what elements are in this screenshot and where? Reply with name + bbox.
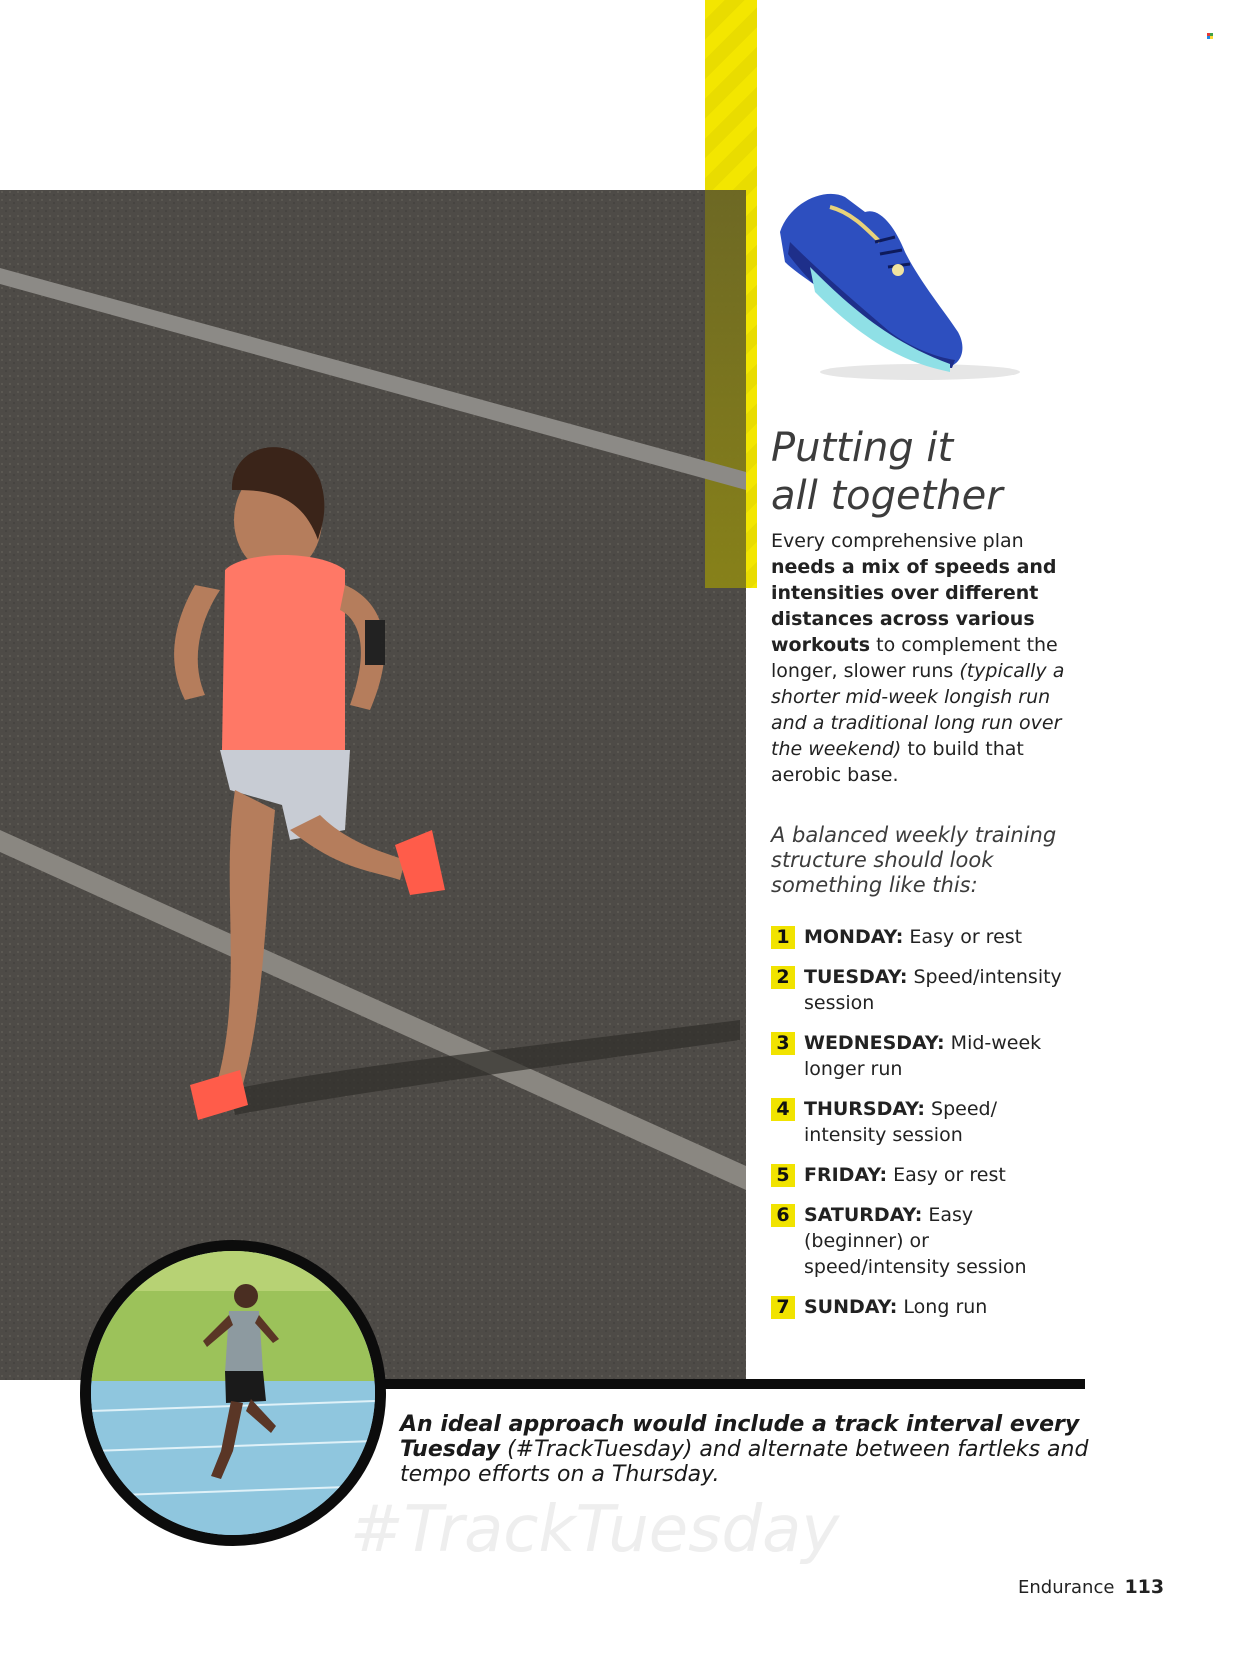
runner-photo [0, 190, 746, 1380]
track-runner-circle-photo [80, 1240, 386, 1546]
intro-text-3: to complement the longer, slower runs [771, 634, 1058, 682]
list-item [771, 1202, 1071, 1280]
day-description: Easy or rest [887, 1164, 1006, 1186]
callout-text: (#TrackTuesday) and alternate between fartleks and tempo efforts on a Thursday. [400, 1437, 1089, 1487]
callout-quote [400, 1412, 1100, 1487]
list-item [771, 924, 1071, 950]
track-runner-illustration [91, 1251, 375, 1535]
black-divider-rule [360, 1379, 1085, 1389]
intro-text-1: Every comprehensive plan [771, 530, 1024, 552]
weekly-plan-list [771, 924, 1071, 1320]
list-item [771, 964, 1071, 1016]
day-label: SUNDAY: [804, 1296, 898, 1318]
day-label: MONDAY: [804, 926, 904, 948]
page-number: 113 [1124, 1576, 1165, 1598]
day-description: Speed/ intensity session [804, 1098, 997, 1146]
day-number-badge: 2 [771, 966, 795, 989]
day-description: Easy or rest [903, 926, 1023, 948]
intro-paragraph [771, 528, 1071, 788]
page-footer [1018, 1576, 1164, 1598]
day-number-badge: 5 [771, 1164, 795, 1187]
weekly-structure-subheading: A balanced weekly training structure should look something like this: [771, 823, 1057, 897]
runner-photo-illustration [0, 190, 746, 1380]
intro-text-bold: needs a mix of speeds and intensities over different distances across various workouts [771, 556, 1057, 656]
day-number-badge: 1 [771, 926, 795, 949]
day-description: Easy (beginner) or speed/intensity session [804, 1204, 1027, 1278]
day-label: WEDNESDAY: [804, 1032, 945, 1054]
article-heading [771, 424, 1071, 520]
heading-line-1: Putting it [771, 425, 954, 471]
day-number-badge: 3 [771, 1032, 795, 1055]
section-name: Endurance [1018, 1577, 1115, 1598]
hashtag-watermark: #TrackTuesday [350, 1493, 840, 1567]
day-label: TUESDAY: [804, 966, 908, 988]
heading-line-2: all together [771, 473, 1003, 519]
list-item [771, 1294, 1071, 1320]
day-label: FRIDAY: [804, 1164, 888, 1186]
day-description: Mid-week longer run [804, 1032, 1042, 1080]
day-number-badge: 4 [771, 1098, 795, 1121]
list-item [771, 1030, 1071, 1082]
intro-text-5: to build that aerobic base. [771, 738, 1024, 786]
day-label: SATURDAY: [804, 1204, 923, 1226]
day-number-badge: 7 [771, 1296, 795, 1319]
day-label: THURSDAY: [804, 1098, 925, 1120]
list-item [771, 1162, 1071, 1188]
intro-text-italic: (typically a shorter mid-week longish run and a traditional long run over the weekend) [771, 660, 1065, 760]
corner-color-mark [1207, 33, 1213, 39]
running-shoe-image [770, 182, 1030, 392]
day-number-badge: 6 [771, 1204, 795, 1227]
day-description: Long run [897, 1296, 988, 1318]
callout-bold: An ideal approach would include a track interval every Tuesday [400, 1412, 1080, 1462]
day-description: Speed/intensity session [804, 966, 1062, 1014]
list-item [771, 1096, 1071, 1148]
